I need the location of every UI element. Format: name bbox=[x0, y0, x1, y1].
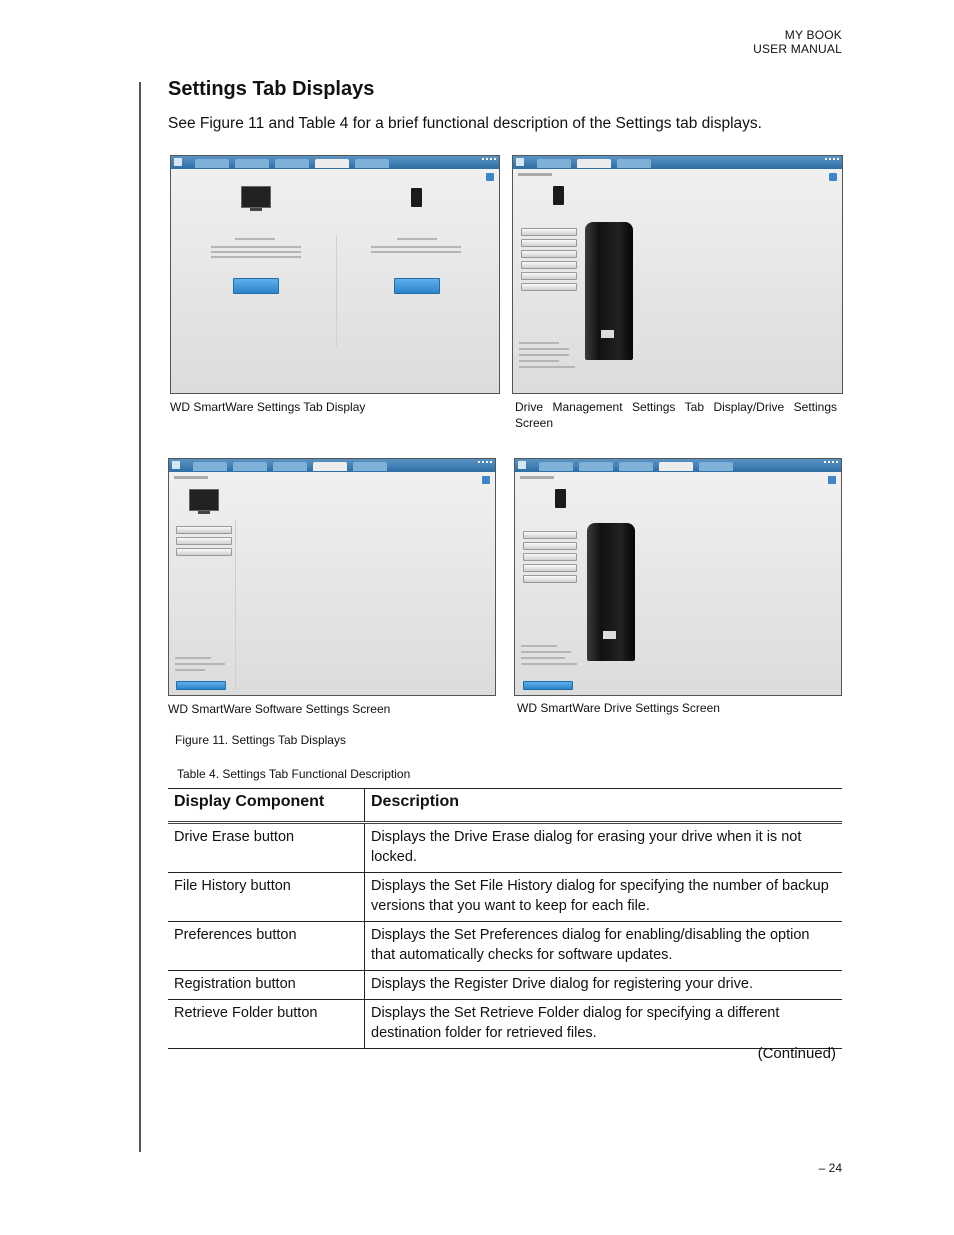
component-cell: Drive Erase button bbox=[168, 823, 365, 873]
header-line-2: USER MANUAL bbox=[753, 42, 842, 56]
column-header-description: Description bbox=[365, 789, 843, 823]
table-row bbox=[168, 1000, 842, 1049]
description-cell: Displays the Set Preferences dialog for enabling/disabling the option that automatically checks for software updates. bbox=[365, 922, 843, 971]
intro-paragraph: See Figure 11 and Table 4 for a brief functional description of the Settings tab displays. bbox=[168, 115, 762, 132]
description-cell: Displays the Set Retrieve Folder dialog for specifying a different destination folder for retrieved files. bbox=[365, 1000, 843, 1049]
figure-caption-3: WD SmartWare Software Settings Screen bbox=[168, 702, 391, 716]
table-row bbox=[168, 823, 842, 873]
description-cell: Displays the Register Drive dialog for registering your drive. bbox=[365, 971, 843, 1000]
table-header-row bbox=[168, 789, 842, 823]
column-header-component: Display Component bbox=[168, 789, 365, 823]
table-row bbox=[168, 922, 842, 971]
component-cell: Registration button bbox=[168, 971, 365, 1000]
software-settings-screenshot bbox=[168, 458, 496, 696]
description-cell: Displays the Set File History dialog for specifying the number of backup versions that you want to keep for each file. bbox=[365, 873, 843, 922]
margin-rule bbox=[139, 82, 141, 1152]
component-cell: Retrieve Folder button bbox=[168, 1000, 365, 1049]
section-title: Settings Tab Displays bbox=[168, 78, 375, 100]
settings-description-table bbox=[168, 788, 842, 1049]
component-cell: Preferences button bbox=[168, 922, 365, 971]
description-cell: Displays the Drive Erase dialog for erasing your drive when it is not locked. bbox=[365, 823, 843, 873]
component-cell: File History button bbox=[168, 873, 365, 922]
figure-caption-4: WD SmartWare Drive Settings Screen bbox=[517, 701, 720, 715]
running-header bbox=[753, 28, 842, 56]
table-row bbox=[168, 971, 842, 1000]
continued-note: (Continued) bbox=[757, 1045, 836, 1062]
header-line-1: MY BOOK bbox=[784, 28, 842, 42]
settings-tab-screenshot bbox=[170, 155, 500, 394]
figure-caption-1: WD SmartWare Settings Tab Display bbox=[170, 400, 366, 414]
drive-management-screenshot bbox=[512, 155, 843, 394]
figure-caption-2: Drive Management Settings Tab Display/Drive Settings Screen bbox=[515, 400, 837, 430]
drive-settings-screenshot bbox=[514, 458, 842, 696]
table-caption: Table 4. Settings Tab Functional Description bbox=[177, 767, 411, 781]
figure-caption: Figure 11. Settings Tab Displays bbox=[175, 733, 346, 747]
page-number: – 24 bbox=[818, 1161, 842, 1175]
table-row bbox=[168, 873, 842, 922]
